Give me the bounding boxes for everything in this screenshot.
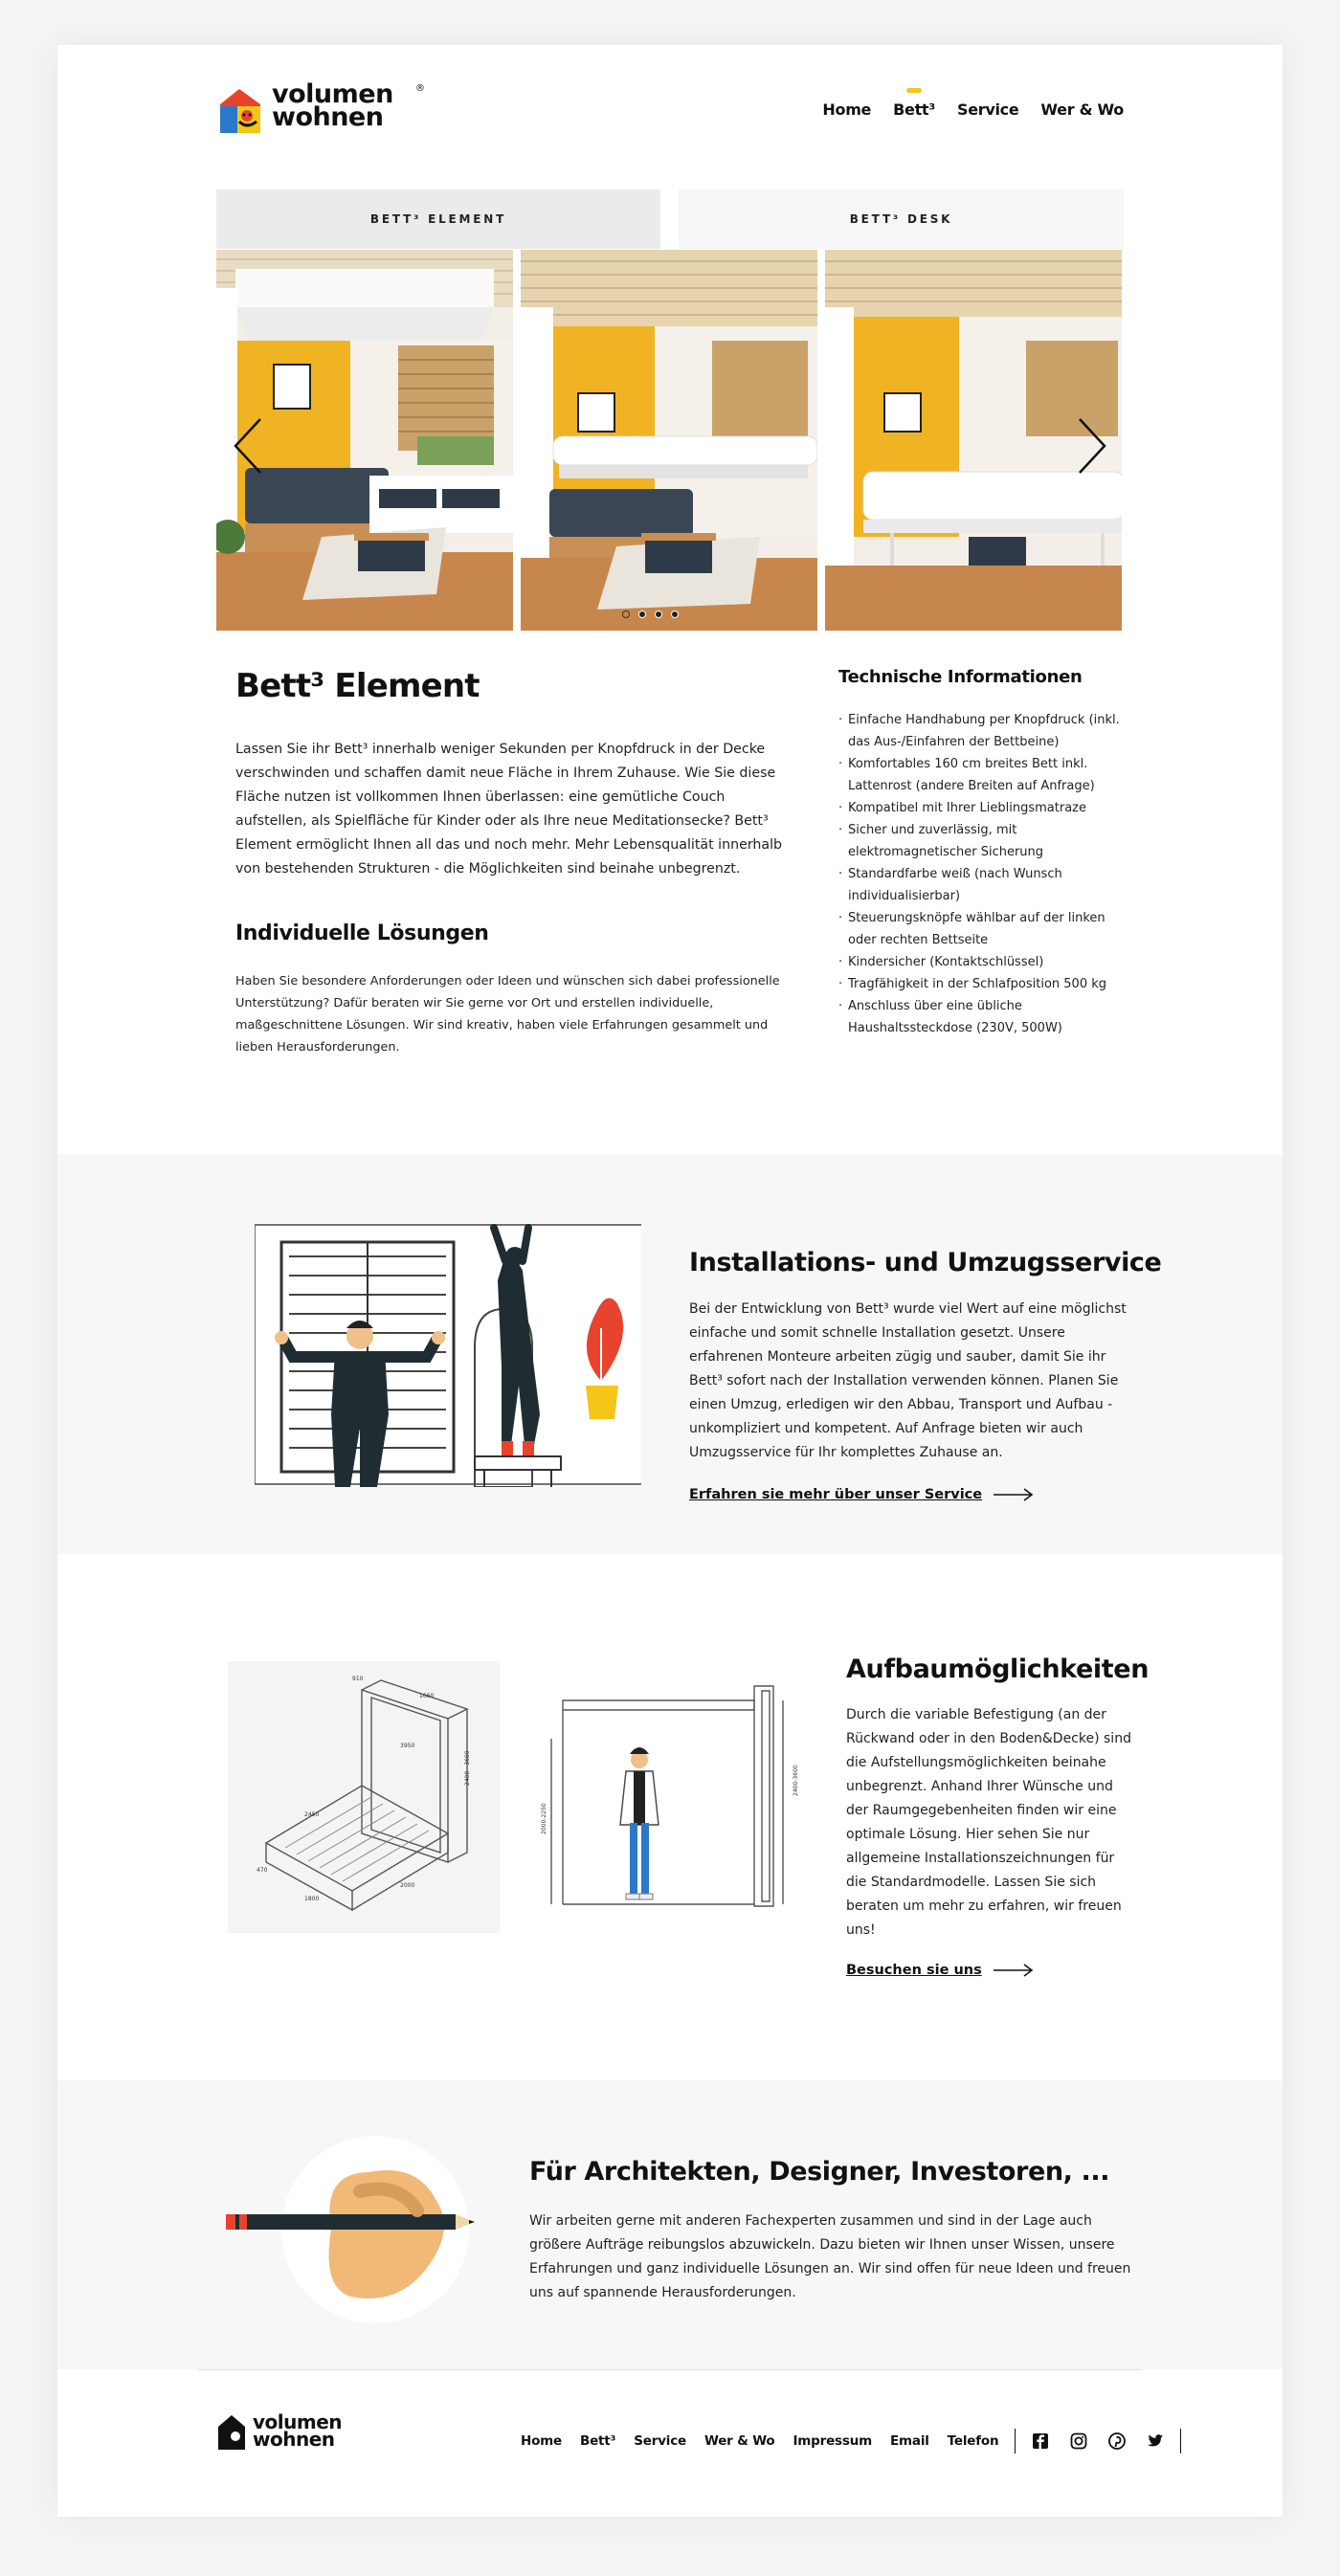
footer-link-impressum[interactable]: Impressum [793, 2433, 873, 2449]
footer-logo[interactable] [216, 2411, 369, 2454]
pinterest-icon[interactable] [1108, 2432, 1126, 2450]
architects-title: Für Architekten, Designer, Investoren, ... [529, 2157, 1110, 2187]
carousel-dots [622, 611, 679, 618]
footer-link-home[interactable]: Home [521, 2433, 562, 2449]
service-section [57, 1154, 1283, 1554]
architects-section [57, 2080, 1283, 2369]
instagram-icon[interactable] [1070, 2432, 1087, 2450]
tech-info-list [838, 709, 1126, 1039]
footer-wordmark [253, 2410, 343, 2451]
nav-wer-wo[interactable]: Wer & Wo [1040, 100, 1124, 119]
social-links [1032, 2432, 1164, 2450]
tech-info-title: Technische Informationen [838, 667, 1083, 687]
list-item: · Tragfähigkeit in der Schlafposition 500 kg [838, 973, 1126, 995]
registered-mark: ® [415, 83, 425, 94]
footer-link-wer-wo[interactable]: Wer & Wo [704, 2433, 775, 2449]
logo-line2: wohnen [272, 102, 384, 132]
carousel-next-icon[interactable] [1076, 417, 1108, 475]
service-link[interactable] [689, 1487, 1034, 1502]
dimension-label: 2000 [400, 1882, 415, 1889]
logo-wordmark [272, 79, 393, 132]
custom-solutions-title: Individuelle Lösungen [235, 922, 489, 945]
carousel-dot[interactable] [671, 611, 679, 618]
list-item: · Sicher und zuverlässig, mit elektromagnetischer Sicherung [838, 819, 1126, 863]
footer-divider [198, 2369, 1142, 2370]
arrow-right-icon [994, 1488, 1034, 1501]
footer-link-service[interactable]: Service [634, 2433, 686, 2449]
installers-illustration [255, 1223, 641, 1487]
nav-bett[interactable]: Bett³ [893, 100, 935, 119]
dimension-label: 2450 [304, 1811, 320, 1818]
nav-home[interactable]: Home [822, 100, 872, 119]
service-title: Installations- und Umzugsservice [689, 1248, 1162, 1277]
wall-installation-drawing [534, 1681, 802, 1911]
list-item: · Steuerungsknöpfe wählbar auf der linken oder rechten Bettseite [838, 907, 1126, 951]
product-intro: Lassen Sie ihr Bett³ innerhalb weniger Sekunden per Knopfdruck in der Decke verschwinden und schaffen damit neue Fläche in Ihrem Zuhause. Wie Sie diese Fläche nutzen ist vollkommen Ihnen überlassen: eine gemütliche Couch aufstellen, als Spielfläche für Kinder oder als Ihre neue Meditationsecke? Bett³ Element ermöglicht Ihnen all das und noch mehr. Mehr Lebensqualität innerhalb von bestehenden Strukturen - die Möglichkeiten sind beinahe unbegrenzt. [235, 742, 783, 877]
list-item: · Komfortables 160 cm breites Bett inkl. Lattenrost (andere Breiten auf Anfrage) [838, 753, 1126, 797]
nav-service[interactable]: Service [956, 100, 1019, 119]
site-logo[interactable] [216, 81, 436, 139]
twitter-icon[interactable] [1147, 2432, 1164, 2450]
tab-bett-element[interactable]: BETT³ ELEMENT [216, 189, 660, 249]
architects-text: Wir arbeiten gerne mit anderen Fachexperten zusammen und sind in der Lage auch größere Aufträge reibungslos abzuwickeln. Dazu bieten wir Ihnen unser Wissen, unsere Erfahrungen und ganz individuelle Lösungen an. Wir sind offen für neue Ideen und freuen uns auf spannende Herausforderungen. [529, 2213, 1131, 2300]
dimension-label: 1660 [419, 1693, 435, 1699]
dimension-label: 2400 - 3600 [464, 1750, 471, 1786]
logo-line1: volumen [272, 79, 393, 109]
carousel-dot[interactable] [638, 611, 646, 618]
footer-link-bett[interactable]: Bett³ [580, 2433, 616, 2449]
list-item: · Anschluss über eine übliche Haushaltssteckdose (230V, 500W) [838, 995, 1126, 1039]
carousel-slide [521, 250, 817, 631]
product-title: Bett³ Element [235, 667, 480, 705]
dimension-label: 470 [257, 1867, 268, 1874]
footer-link-email[interactable]: Email [890, 2433, 929, 2449]
carousel-dot[interactable] [622, 611, 630, 618]
footer-separator [1180, 2429, 1181, 2454]
room-photo-bed-mid [521, 250, 817, 631]
dimension-label: 910 [352, 1676, 364, 1682]
list-item: · Kindersicher (Kontaktschlüssel) [838, 951, 1126, 973]
logo-line2: wohnen [253, 2428, 335, 2451]
bed-dimension-drawing [228, 1661, 500, 1933]
hand-pencil-illustration [216, 2134, 494, 2325]
tab-bett-desk[interactable]: BETT³ DESK [679, 189, 1124, 249]
footer-nav [521, 2429, 1181, 2454]
list-item: · Kompatibel mit Ihrer Lieblingsmatraze [838, 797, 1126, 819]
logo-line1: volumen [253, 2410, 343, 2433]
dimension-label: 2000-2250 [541, 1803, 547, 1834]
service-text: Bei der Entwicklung von Bett³ wurde viel Wert auf eine möglichst einfache und somit schnelle Installation gesetzt. Unsere erfahrenen Monteure arbeiten zügig und sauber, damit Sie ihr Bett³ sofort nach der Installation verwenden können. Planen Sie einen Umzug, erledigen wir den Abbau, Transport und Aufbau - unkompliziert und kompetent. Auf Anfrage bieten wir auch Umzugsservice für Ihr komplettes Zuhause an. [689, 1301, 1127, 1460]
service-link-label: Erfahren sie mehr über unser Service [689, 1487, 983, 1502]
page [57, 45, 1283, 2517]
carousel-prev-icon[interactable] [232, 417, 264, 475]
main-nav [800, 100, 1124, 119]
logo-house-icon [216, 2413, 253, 2452]
list-item: · Einfache Handhabung per Knopfdruck (inkl. das Aus-/Einfahren der Bettbeine) [838, 709, 1126, 753]
visit-us-label: Besuchen sie uns [846, 1963, 982, 1978]
arrow-right-icon [994, 1964, 1034, 1977]
custom-solutions-text: Haben Sie besondere Anforderungen oder Ideen und wünschen sich dabei professionelle Unterstützung? Dafür beraten wir Sie gerne vor Ort und erstellen individuelle, maßgeschnittene Lösungen. Wir sind kreativ, haben viele Erfahrungen gesammelt und lieben Herausforderungen. [235, 974, 780, 1055]
aufbau-title: Aufbaumöglichkeiten [846, 1654, 1150, 1684]
logo-house-icon [216, 83, 272, 137]
visit-us-link[interactable] [846, 1963, 1034, 1978]
dimension-label: 1800 [304, 1896, 320, 1902]
dimension-label: 3950 [400, 1743, 415, 1749]
aufbau-text: Durch die variable Befestigung (an der Rückwand oder in den Boden&Decke) sind die Aufstellungsmöglichkeiten beinahe unbegrenzt. Anhand Ihrer Wünsche und der Raumgegebenheiten finden wir eine optimale Lösung. Hier sehen Sie nur allgemeine Installationszeichnungen für die Standardmodelle. Lassen Sie sich beraten um mehr zu erfahren, wir freuen uns! [846, 1707, 1131, 1938]
footer-link-telefon[interactable]: Telefon [947, 2433, 999, 2449]
list-item: · Standardfarbe weiß (nach Wunsch individualisierbar) [838, 863, 1126, 907]
facebook-icon[interactable] [1032, 2432, 1049, 2450]
footer-separator [1015, 2429, 1016, 2454]
dimension-label: 2400-3600 [793, 1765, 799, 1796]
carousel-dot[interactable] [655, 611, 662, 618]
image-carousel [216, 250, 1124, 631]
